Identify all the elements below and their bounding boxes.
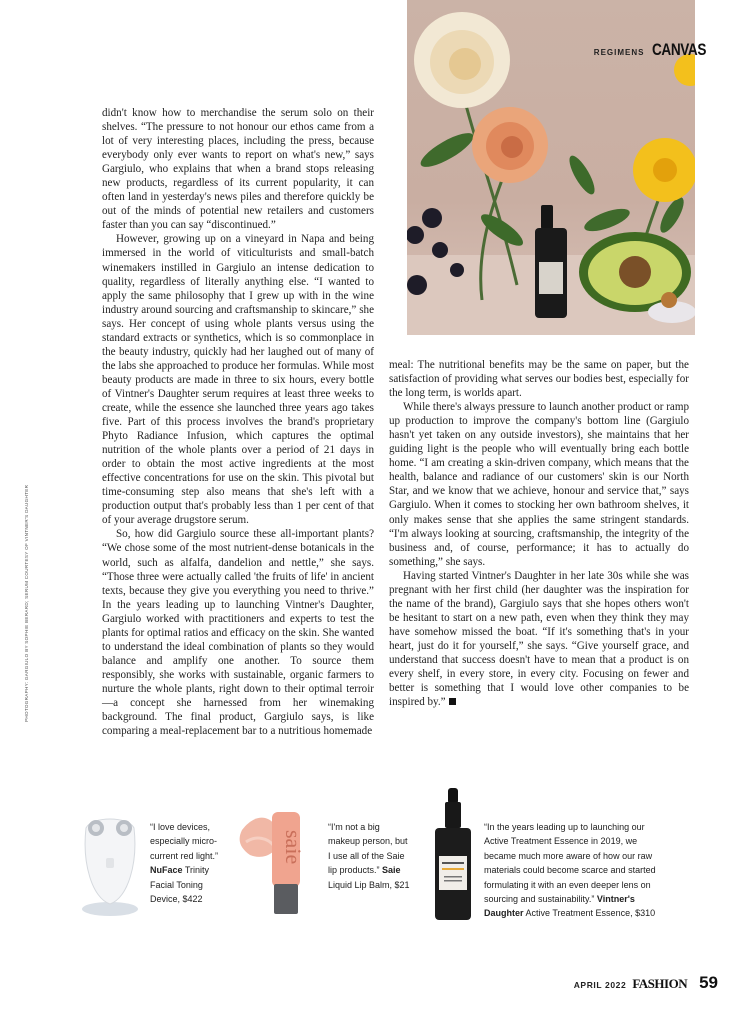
page-footer [574,973,718,993]
section-label: REGIMENS [593,48,645,57]
magazine-name: FASHION [632,976,688,991]
product-quote: “In the years leading up to launching our Active Treatment Essence in 2019, we became much more aware of how our raw materials could become scarce and started formulating it with an even deeper lens on sourcing and sustainability.” [484,822,656,905]
page-number: 59 [699,973,718,992]
paragraph: However, growing up on a vineyard in Napa and being immersed in the world of viticulturists and small-batch winemakers instilled in Gargiulo an intense dedication to quality, regardless of literally anything else. “I wanted to apply the same philosophy that I grew up with in the wine industry around sourcing and craftsmanship to skincare,” she says. Her concept of using whole plants versus using the standard extracts or synthetics, which is so commonplace in the beauty industry, quickly had her laughed out of many of the labs she approached to produce her formulas. While most beauty products are made in three to six hours, every bottle of Vintner's Daughter serum requires at least three weeks to create, while the essence she launched three years ago takes five. Part of this process involves the brand's proprietary Phyto Radiance Infusion, which captures the optimal nutrition of the whole plants over a period of 21 days in order to obtain the most active ingredients at the most effective concentrations for use on the skin. This pivotal but time-consuming step also means that she's left with a production output that's probably less than 1 per cent of that of your average drugstore serum. [102,233,374,527]
paragraph: meal: The nutritional benefits may be the same on paper, but the satisfaction of providing what serves our bodies best, especially for the long term, is worlds apart. [389,359,689,400]
saie-lip-balm-image [232,800,322,920]
magazine-section-title: CANVAS [652,40,707,59]
paragraph: While there's always pressure to launch another product or ramp up production to improve the company's bottom line (Gargiulo hasn't yet taken on any outside investors), she maintains that her guiding light is the people who will eventually bring each bottle home. “I am creating a skin-driven company, which means that the health, balance and radiance of our customers' skin is our North Star, and we know that we achieve, honour and service that,” says Gargiulo. When it comes to stocking her own bathroom shelves, it only makes sense that she applies the same stringent standards. “I'm always looking at sourcing, craftsmanship, the integrity of the business and, of course, performance; it has to actually do something,” she says. [389,401,689,568]
nuface-device-image [74,808,144,918]
product-name: Active Treatment Essence, $310 [525,908,656,919]
paragraph: So, how did Gargiulo source these all-important plants? “We chose some of the most nutrient-dense botanicals in the world, such as alfalfa, dandelion and nettle,” she says. “Those three were actually called 'the fruits of life' in ancient texts, because they give you everything you need to thrive.” In the years leading up to launching Vintner's Daughter, Gargiulo worked with practitioners and experts to test the plants for optimal ratios and efficacy on the skin. She wanted to understand the ideal combination of plants so they would balance and amplify one another. To source them responsibly, she works with sustainable, organic farmers to nurture the whole plants, right down to their optimal terroir—a concept she harnessed from her winemaking background. The final product, Gargiulo says, is like comparing a meal-replacement bar to a nutritious homemade [102,528,374,738]
product-name: Liquid Lip Balm, $21 [328,879,410,890]
product-caption-saie [328,820,412,892]
tube-brand-text: saie [281,830,306,865]
product-quote: “I love devices, especially micro-current red light.” [150,822,219,861]
photo-credit: PHOTOGRAPHY: GARGIULO BY SOPHIE BERARD; SERUM COURTESY OF VINTNER'S DAUGHTER [24,484,29,722]
end-mark-icon [449,698,456,705]
article-column-2 [389,358,689,709]
vintners-daughter-essence-image [428,784,478,924]
issue-date: APRIL 2022 [573,980,627,990]
product-name: Trinity Facial Toning Device, $422 [150,865,210,905]
product-caption-nuface [150,820,232,906]
product-brand: NuFace [150,865,183,876]
product-caption-vintners-daughter [484,820,670,921]
paragraph [389,569,689,709]
section-header [594,40,720,60]
essence-bottle-icon [428,784,478,924]
paragraph-text: Having started Vintner's Daughter in her late 30s while she was pregnant with her first child (her daughter was the inspiration for the name of the brand), Gargiulo says that she hopes others won't be hesitant to start on a new path, even when they think they may have somehow missed the boat. “If it's something that's in your heart, just do it for yourself,” she says. “Give yourself grace, and understand that success doesn't have to mean that a product is on every shelf, in every store, in every city. Focusing on fewer and better is something that I would love other companies to be inspired by.” [389,569,689,709]
product-quote: “I'm not a big makeup person, but I use all of the Saie lip products.” [328,822,408,876]
paragraph: didn't know how to merchandise the serum solo on their shelves. “The pressure to not honour our ethos came from a lot of very interesting places, including the press, because everybody only ever wants to report on what's new,” says Gargiulo, who explains that when a brand stops releasing new products, regardless of its current popularity, it can often land in yesterday's news piles and therefore quickly be out of the minds of potential new retailers and customers faster than you can say “discontinued.” [102,107,374,232]
product-brand: Saie [382,865,401,876]
nuface-device-icon [74,808,144,918]
article-column-1 [102,106,374,738]
lip-balm-tube-icon [232,800,322,920]
product-brand: Vintner's Daughter [484,894,635,919]
